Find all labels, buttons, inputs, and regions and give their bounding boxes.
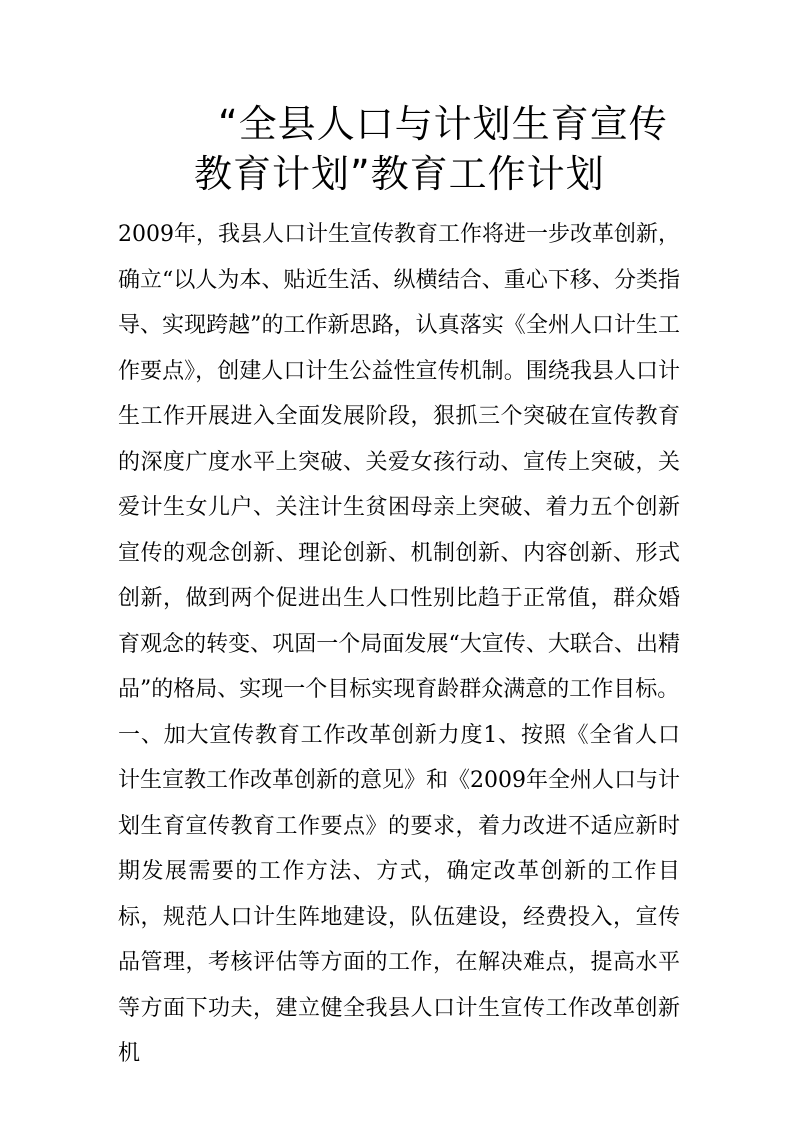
paragraph-section-1: 一、加大宣传教育工作改革创新力度1、按照《全省人口计生宣教工作改革创新的意见》和《2009年全州人口与计划生育宣传教育工作要点》的要求，着力改进不适应新时期发展需要的工作方法、方式，确定改革创新的工作目标，规范人口计生阵地建设，队伍建设，经费投入，宣传品管理，考核评估等方面的工作，在解决难点，提高水平等方面下功夫，建立健全我县人口计生宣传工作改革创新机 — [118, 722, 680, 1066]
document-body — [118, 212, 680, 1077]
document-title-line-1: “全县人口与计划生育宣传 — [218, 102, 668, 146]
document-title-line-2: 教育计划”教育工作计划 — [194, 152, 605, 196]
paragraph-intro: 2009年，我县人口计生宣传教育工作将进一步改革创新，确立“以人为本、贴近生活、纵横结合、重心下移、分类指导、实现跨越”的工作新思路，认真落实《全州人口计生工作要点》，创建人口计生公益性宣传机制。围绕我县人口计生工作开展进入全面发展阶段，狠抓三个突破在宣传教育的深度广度水平上突破、关爱女孩行动、宣传上突破，关爱计生女儿户、关注计生贫困母亲上突破、着力五个创新宣传的观念创新、理论创新、机制创新、内容创新、形式创新，做到两个促进出生人口性别比趋于正常值，群众婚育观念的转变、巩固一个局面发展“大宣传、大联合、出精品”的格局、实现一个目标实现育龄群众满意的工作目标。 — [118, 222, 680, 702]
